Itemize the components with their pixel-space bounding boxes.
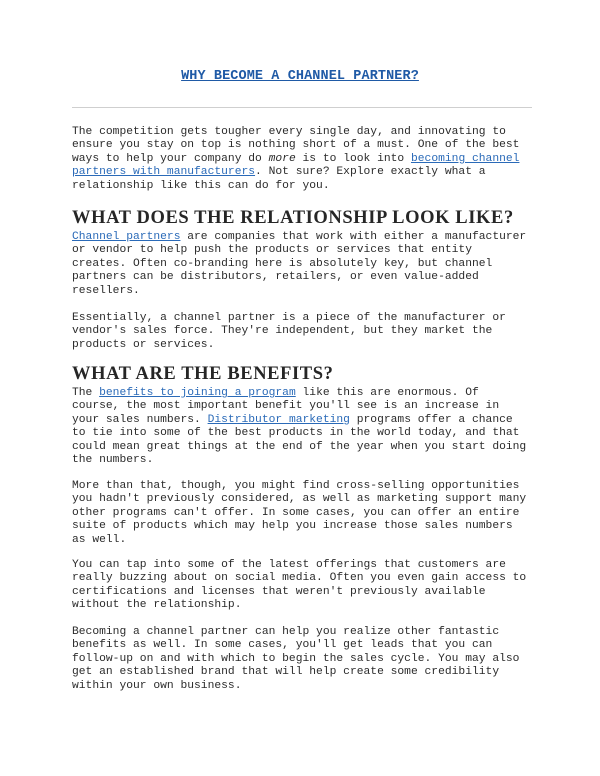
benefits-paragraph-2: More than that, though, you might find cross-selling opportunities you hadn't previously considered, as well as marketing support many other programs can't offer. In some cases, you can offer an entire suite of products which may help you increase those sales numbers as well. xyxy=(72,480,527,546)
link-benefits-to-joining[interactable]: benefits to joining a program xyxy=(99,387,296,399)
title-divider xyxy=(72,107,532,108)
intro-text-1: The competition gets tougher every single day, and innovating to ensure you stay on top is nothing short of a must. One of the best ways to help your company do xyxy=(72,126,520,165)
benefits-paragraph-3: You can tap into some of the latest offerings that customers are really buzzing about on social media. Often you even gain access to certifications and licenses that weren't previously available without the relationship. xyxy=(72,559,527,612)
link-becoming-channel-partners[interactable]: becoming channel partners with manufacturers xyxy=(72,152,520,179)
benefits-text-1: The xyxy=(72,387,100,399)
intro-paragraph xyxy=(72,126,532,193)
link-distributor-marketing[interactable]: Distributor marketing xyxy=(207,413,350,426)
page-title: WHY BECOME A CHANNEL PARTNER? xyxy=(181,69,419,84)
intro-emphasis: more xyxy=(268,152,296,165)
relationship-text-1: are companies that work with either a manufacturer or vendor to help push the products or services that entity creates. Often co-branding here is absolutely key, but channel partners can be distributors, retailers, or even value-added resellers. xyxy=(72,231,527,297)
benefits-paragraph-1 xyxy=(72,387,532,467)
relationship-paragraph-1 xyxy=(72,231,532,298)
heading-relationship: WHAT DOES THE RELATIONSHIP LOOK LIKE? xyxy=(72,208,514,228)
relationship-paragraph-2: Essentially, a channel partner is a piece of the manufacturer or vendor's sales force. They're independent, but they market the products or services. xyxy=(72,312,506,351)
intro-text-2: is to look into xyxy=(295,152,411,165)
heading-benefits: WHAT ARE THE BENEFITS? xyxy=(72,364,334,384)
intro-text-3: . Not sure? Explore exactly what a relationship like this can do for you. xyxy=(72,166,486,192)
benefits-paragraph-4: Becoming a channel partner can help you realize other fantastic benefits as well. In some cases, you'll get leads that you can follow-up on and with which to begin the sales cycle. You may also get an established brand that will help create some credibility within your own business. xyxy=(72,626,520,692)
benefits-text-3: programs offer a chance to tie into some of the best products in the world today, and that could mean great things at the end of the year when you start doing the numbers. xyxy=(72,413,527,467)
benefits-text-2: like this are enormous. Of course, the most important benefit you'll see is an increase in your sales numbers. xyxy=(72,387,500,426)
link-channel-partners[interactable]: Channel partners xyxy=(72,231,181,243)
